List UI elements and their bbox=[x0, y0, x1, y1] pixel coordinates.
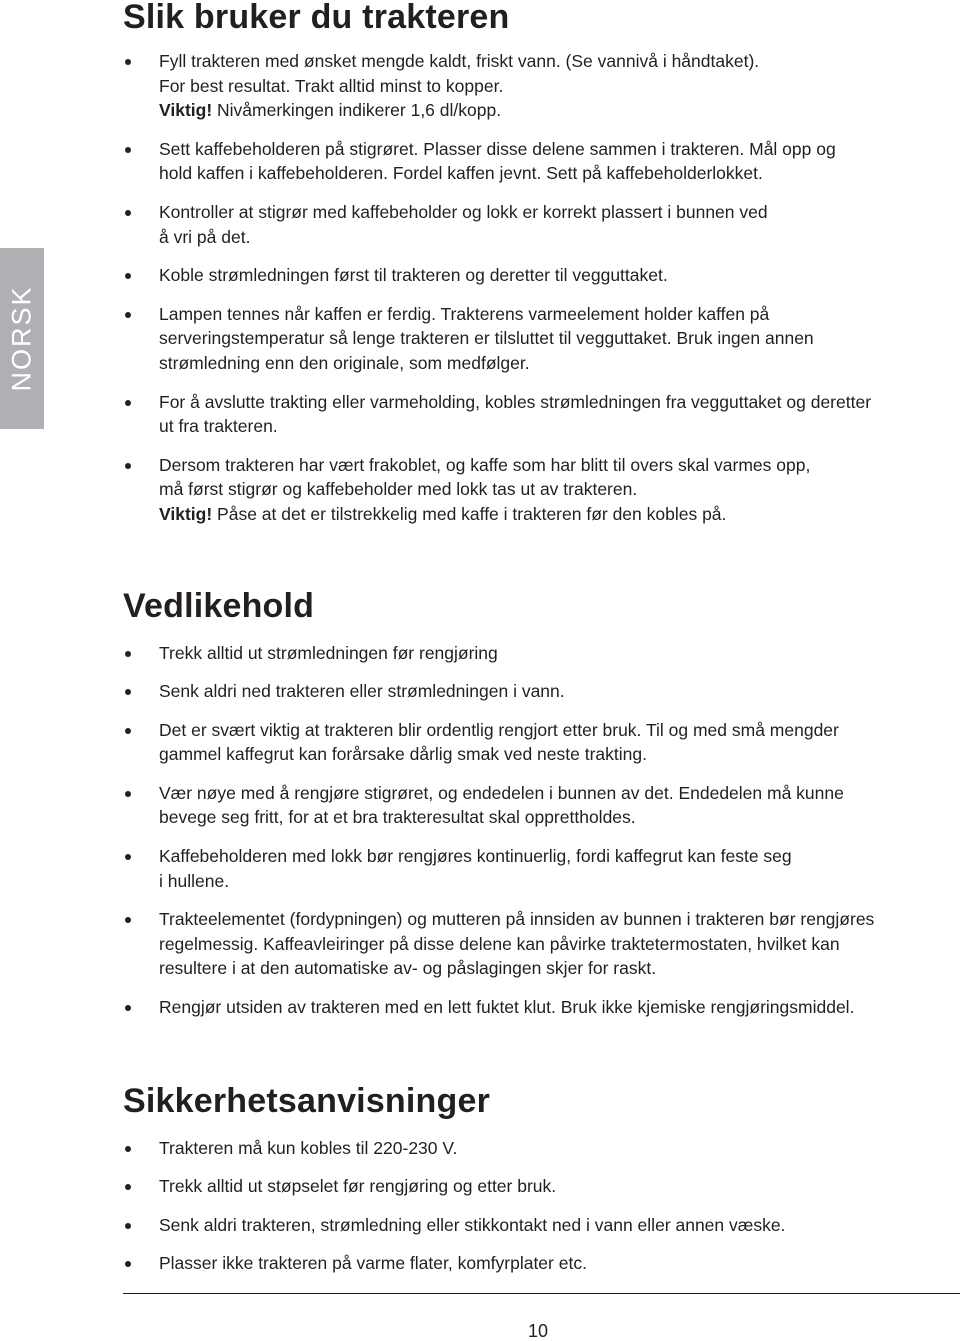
section-title-usage: Slik bruker du trakteren bbox=[123, 0, 510, 36]
list-item: Sett kaffebeholderen på stigrøret. Plasser disse delene sammen i trakteren. Mål opp og hold kaffen i kaffebeholderen. Fordel kaffen jevnt. Sett på kaffebeholderlokket. bbox=[123, 137, 960, 186]
language-label: NORSK bbox=[6, 285, 37, 392]
list-item: Senk aldri ned trakteren eller strømledningen i vann. bbox=[123, 679, 960, 704]
maintenance-list bbox=[123, 641, 960, 1020]
bullet-icon bbox=[125, 147, 131, 153]
list-item: Lampen tennes når kaffen er ferdig. Trakterens varmeelement holder kaffen på serveringstemperatur så lenge trakteren er tilsluttet til vegguttaket. Bruk ingen annen strømledning enn den originale, som medfølger. bbox=[123, 302, 960, 376]
list-item: Trekk alltid ut strømledningen før rengjøring bbox=[123, 641, 960, 666]
bullet-icon bbox=[125, 210, 131, 216]
list-item: For å avslutte trakting eller varmeholding, kobles strømledningen fra vegguttaket og deretter ut fra trakteren. bbox=[123, 390, 960, 439]
list-item: Kaffebeholderen med lokk bør rengjøres kontinuerlig, fordi kaffegrut kan feste seg i hullene. bbox=[123, 844, 960, 893]
important-note: Viktig! Nivåmerkingen indikerer 1,6 dl/kopp. bbox=[159, 100, 502, 121]
bullet-icon bbox=[125, 854, 131, 860]
page-content bbox=[123, 0, 960, 1290]
usage-list bbox=[123, 49, 960, 527]
bullet-icon bbox=[125, 1184, 131, 1190]
list-item: Trekk alltid ut støpselet før rengjøring og etter bruk. bbox=[123, 1174, 960, 1199]
language-side-tab bbox=[0, 248, 44, 429]
bullet-icon bbox=[125, 1261, 131, 1267]
list-item: Koble strømledningen først til trakteren og deretter til vegguttaket. bbox=[123, 263, 960, 288]
footer-divider bbox=[123, 1293, 960, 1294]
bullet-icon bbox=[125, 728, 131, 734]
bullet-icon bbox=[125, 463, 131, 469]
bullet-icon bbox=[125, 59, 131, 65]
list-item: Dersom trakteren har vært frakoblet, og kaffe som har blitt til overs skal varmes opp, må først stigrør og kaffebeholder med lokk tas ut av trakteren. Viktig! Påse at det er tilstrekkelig med kaffe i trakteren før den kobles på. bbox=[123, 453, 960, 527]
list-item: Kontroller at stigrør med kaffebeholder og lokk er korrekt plassert i bunnen ved å vri på det. bbox=[123, 200, 960, 249]
bullet-icon bbox=[125, 791, 131, 797]
list-item: Trakteelementet (fordypningen) og mutteren på innsiden av bunnen i trakteren bør rengjøres regelmessig. Kaffeavleiringer på disse delene kan påvirke traktetermostaten, hvilket kan resultere i at den automatiske av- og påslagingen skjer for raskt. bbox=[123, 907, 960, 981]
bullet-icon bbox=[125, 651, 131, 657]
bullet-icon bbox=[125, 689, 131, 695]
list-item: Rengjør utsiden av trakteren med en lett fuktet klut. Bruk ikke kjemiske rengjøringsmiddel. bbox=[123, 995, 960, 1020]
list-item: Trakteren må kun kobles til 220-230 V. bbox=[123, 1136, 960, 1161]
bullet-icon bbox=[125, 1223, 131, 1229]
list-item: Plasser ikke trakteren på varme flater, komfyrplater etc. bbox=[123, 1251, 960, 1276]
bullet-icon bbox=[125, 273, 131, 279]
bullet-icon bbox=[125, 400, 131, 406]
important-note: Viktig! Påse at det er tilstrekkelig med kaffe i trakteren før den kobles på. bbox=[159, 503, 727, 524]
bullet-icon bbox=[125, 1005, 131, 1011]
bullet-icon bbox=[125, 1146, 131, 1152]
bullet-icon bbox=[125, 917, 131, 923]
list-item: Vær nøye med å rengjøre stigrøret, og endedelen i bunnen av det. Endedelen må kunne bevege seg fritt, for at et bra trakteresultat skal opprettholdes. bbox=[123, 781, 960, 830]
section-title-maintenance: Vedlikehold bbox=[123, 586, 315, 625]
page-number: 10 bbox=[527, 1321, 549, 1341]
list-item: Fyll trakteren med ønsket mengde kaldt, friskt vann. (Se vannivå i håndtaket). For best resultat. Trakt alltid minst to kopper. Viktig! Nivåmerkingen indikerer 1,6 dl/kopp. bbox=[123, 49, 960, 123]
list-item: Senk aldri trakteren, strømledning eller stikkontakt ned i vann eller annen væske. bbox=[123, 1213, 960, 1238]
section-title-safety: Sikkerhetsanvisninger bbox=[123, 1081, 491, 1120]
safety-list bbox=[123, 1136, 960, 1276]
bullet-icon bbox=[125, 312, 131, 318]
list-item: Det er svært viktig at trakteren blir ordentlig rengjort etter bruk. Til og med små mengder gammel kaffegrut kan forårsake dårlig smak ved neste trakting. bbox=[123, 718, 960, 767]
